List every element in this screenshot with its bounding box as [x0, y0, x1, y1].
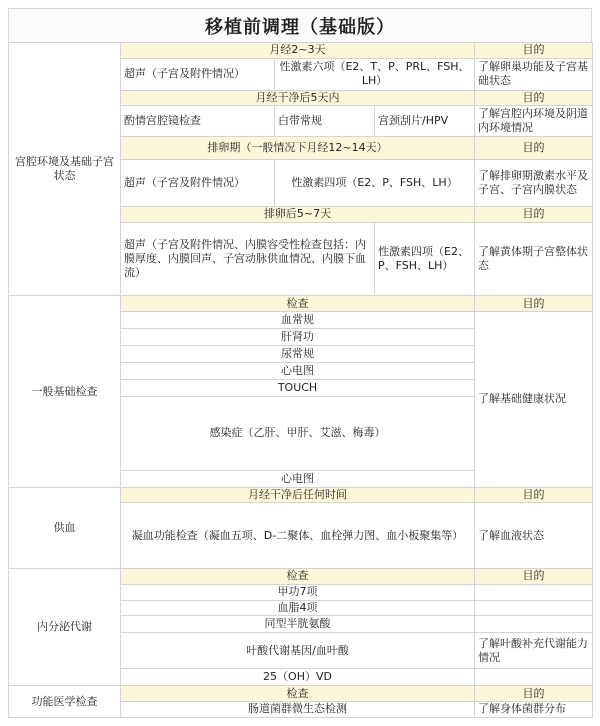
goal-text: 了解叶酸补充代谢能力情况 [475, 633, 593, 669]
phase-header-day2-3: 月经2~3天 [121, 43, 475, 59]
table-row [9, 568, 593, 584]
exam-urine-routine: 尿常规 [121, 346, 475, 363]
exam-header: 检查 [121, 686, 475, 702]
table-row [9, 43, 593, 59]
exam-folate: 叶酸代谢基因/血叶酸 [121, 633, 475, 669]
goal-text: 了解卵巢功能及子宫基础状态 [475, 58, 593, 90]
goal-header: 目的 [475, 206, 593, 222]
exam-liver-kidney: 肝肾功 [121, 329, 475, 346]
category-functional-medicine: 功能医学检查 [9, 686, 121, 718]
goal-text: 了解宫腔内环境及阴道内环境情况 [475, 106, 593, 137]
exam-hormone-four: 性激素四项（E2、P、FSH、LH） [375, 222, 475, 296]
exam-vitamin-d: 25（OH）VD [121, 669, 475, 686]
goal-text: 了解身体菌群分布 [475, 701, 593, 717]
goal-header: 目的 [475, 137, 593, 160]
goal-text: 了解血液状态 [475, 503, 593, 568]
category-blood-supply: 供血 [9, 487, 121, 568]
exam-ecg-2: 心电图 [121, 470, 475, 487]
goal-header: 目的 [475, 90, 593, 106]
goal-text: 了解排卵期激素水平及子宫、子宫内膜状态 [475, 160, 593, 206]
exam-ultrasound: 超声（子宫及附件情况） [121, 58, 275, 90]
exam-infection: 感染症（乙肝、甲肝、艾滋、梅毒） [121, 396, 475, 470]
goal-empty [475, 600, 593, 616]
goal-header: 目的 [475, 686, 593, 702]
table-row [9, 686, 593, 702]
exam-gut-flora: 肠道菌群微生态检测 [121, 701, 475, 717]
checkup-table [8, 42, 593, 718]
goal-empty [475, 584, 593, 600]
category-endocrine: 内分泌代谢 [9, 568, 121, 685]
exam-hormone-six: 性激素六项（E2、T、P、PRL、FSH、LH） [275, 58, 475, 90]
table-row [9, 487, 593, 503]
page-title: 移植前调理（基础版） [8, 8, 592, 43]
phase-header-any-time: 月经干净后任何时间 [121, 487, 475, 503]
exam-coagulation: 凝血功能检查（凝血五项、D-二聚体、血栓弹力图、血小板聚集等） [121, 503, 475, 568]
exam-lipids: 血脂4项 [121, 600, 475, 616]
exam-blood-routine: 血常规 [121, 312, 475, 329]
goal-header: 目的 [475, 296, 593, 312]
exam-hpv: 宫颈刮片/HPV [375, 106, 475, 137]
goal-text: 了解黄体期子宫整体状态 [475, 222, 593, 296]
exam-touch: TOUCH [121, 379, 475, 396]
category-general-exam: 一般基础检查 [9, 296, 121, 487]
category-uterine-environment: 宫腔环境及基础子宫状态 [9, 43, 121, 296]
exam-homocysteine: 同型半胱氨酸 [121, 616, 475, 633]
exam-leucorrhea: 白带常规 [275, 106, 375, 137]
exam-ecg: 心电图 [121, 362, 475, 379]
table-row [9, 296, 593, 312]
phase-header-post-menses: 月经干净后5天内 [121, 90, 475, 106]
phase-header-post-ovulation: 排卵后5~7天 [121, 206, 475, 222]
goal-empty [475, 669, 593, 686]
exam-ultrasound-receptivity: 超声（子宫及附件情况、内膜容受性检查包括：内膜厚度、内膜回声、子宫动脉供血情况、内膜下血流） [121, 222, 375, 296]
goal-header: 目的 [475, 43, 593, 59]
exam-header: 检查 [121, 296, 475, 312]
exam-ultrasound: 超声（子宫及附件情况） [121, 160, 275, 206]
exam-header: 检查 [121, 568, 475, 584]
goal-empty [475, 616, 593, 633]
exam-thyroid: 甲功7项 [121, 584, 475, 600]
goal-text: 了解基础健康状况 [475, 312, 593, 487]
phase-header-ovulation: 排卵期（一般情况下月经12~14天） [121, 137, 475, 160]
exam-hormone-four: 性激素四项（E2、P、FSH、LH） [275, 160, 475, 206]
goal-header: 目的 [475, 487, 593, 503]
exam-hysteroscopy: 酌情宫腔镜检查 [121, 106, 275, 137]
goal-header: 目的 [475, 568, 593, 584]
